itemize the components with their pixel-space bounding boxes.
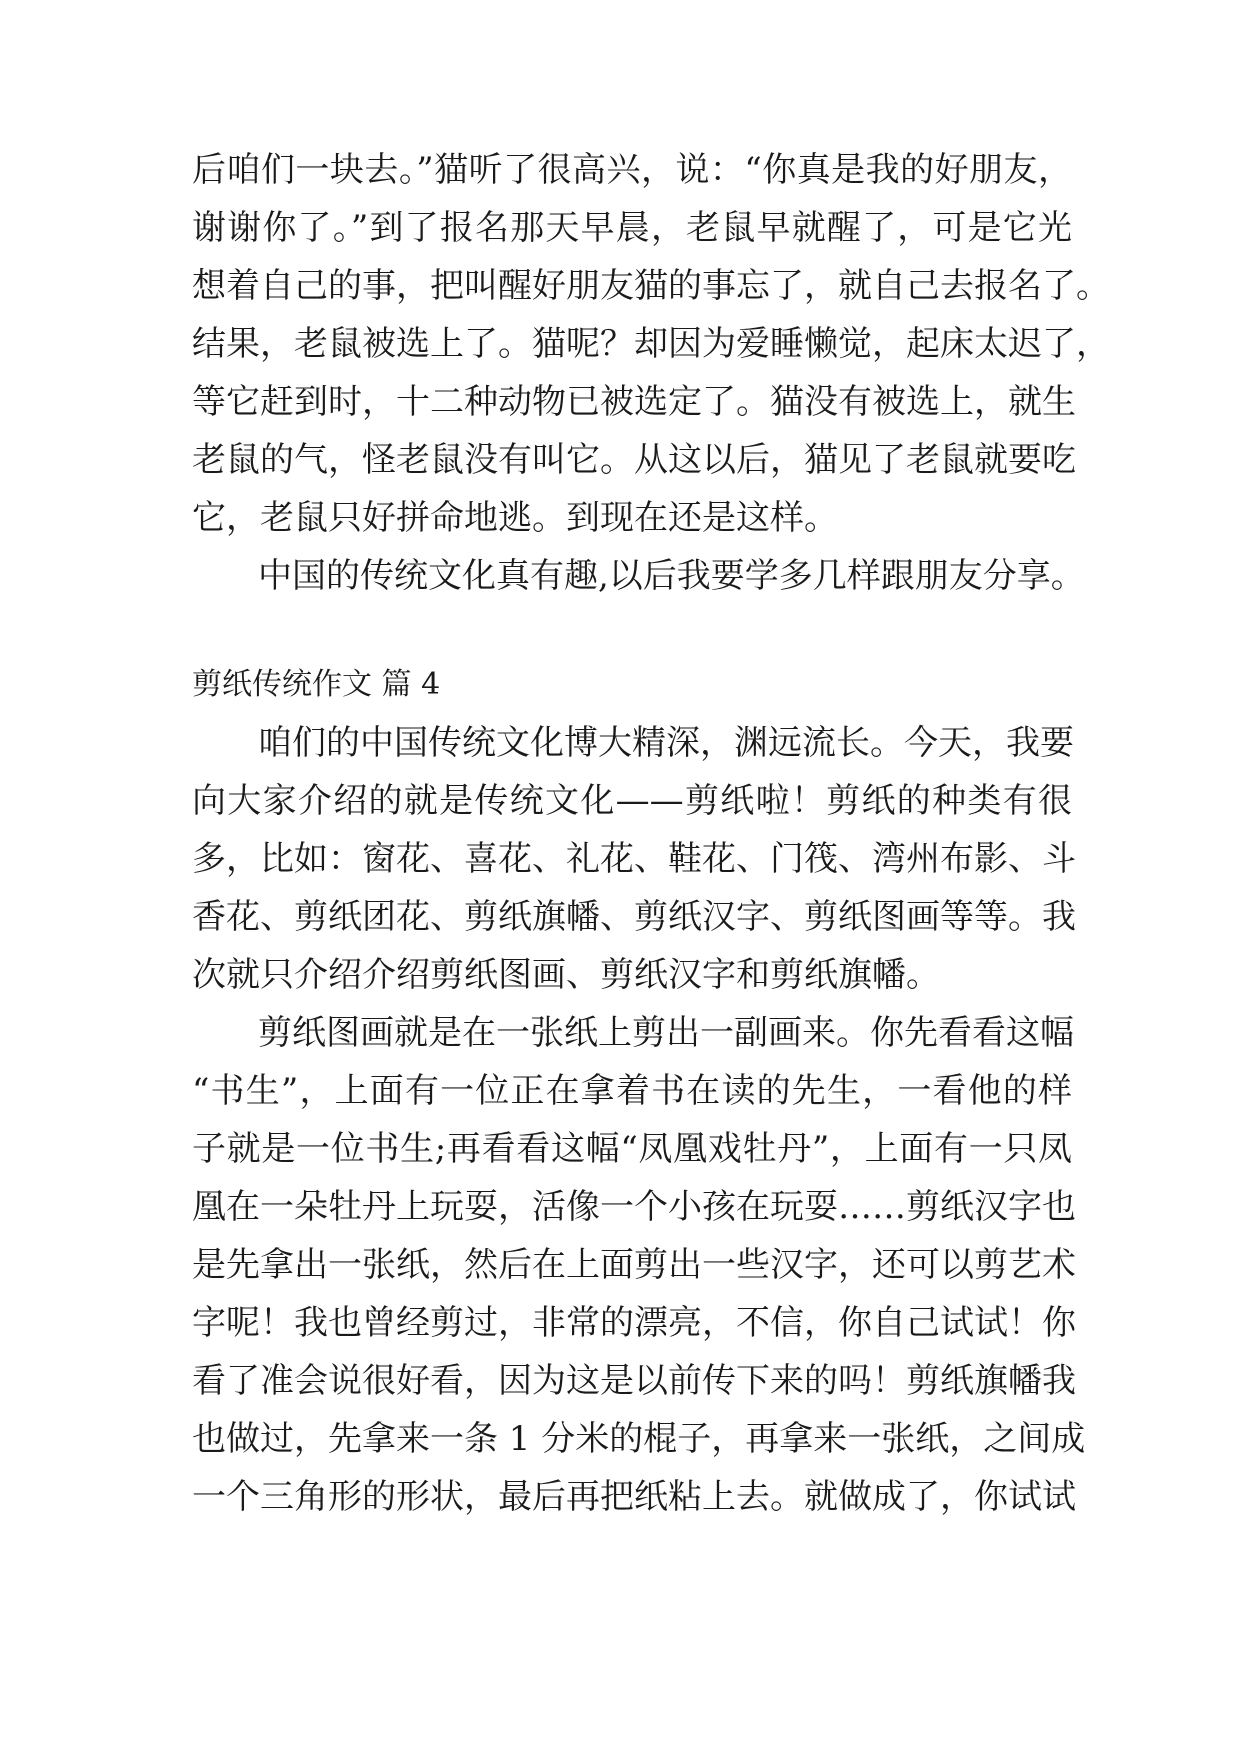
text-line: 字呢！我也曾经剪过，非常的漂亮，不信，你自己试试！你 <box>192 1303 1076 1343</box>
text-line: “书生”，上面有一位正在拿着书在读的先生，一看他的样 <box>192 1071 1072 1111</box>
text-line: 剪纸图画就是在一张纸上剪出一副画来。你先看看这幅 <box>258 1013 1074 1053</box>
text-line: 后咱们一块去。”猫听了很高兴，说：“你真是我的好朋友， <box>192 150 1072 190</box>
text-line: 香花、剪纸团花、剪纸旗幡、剪纸汉字、剪纸图画等等。我 <box>192 897 1076 937</box>
closing-sentence: 中国的传统文化真有趣,以后我要学多几样跟朋友分享。 <box>258 556 1085 596</box>
text-line: 向大家介绍的就是传统文化——剪纸啦！剪纸的种类有很 <box>192 781 1072 821</box>
text-line: 次就只介绍介绍剪纸图画、剪纸汉字和剪纸旗幡。 <box>192 955 940 995</box>
text-line: 结果，老鼠被选上了。猫呢？却因为爱睡懒觉，起床太迟了， <box>192 324 1110 364</box>
text-line: 多，比如：窗花、喜花、礼花、鞋花、门筏、湾州布影、斗 <box>192 839 1076 879</box>
text-line: 想着自己的事，把叫醒好朋友猫的事忘了，就自己去报名了。 <box>192 266 1110 306</box>
section-heading: 剪纸传统作文 篇 4 <box>192 667 441 702</box>
text-line: 等它赶到时，十二种动物已被选定了。猫没有被选上，就生 <box>192 382 1076 422</box>
text-line: 咱们的中国传统文化博大精深，渊远流长。今天，我要 <box>258 723 1074 763</box>
text-line: 凰在一朵牡丹上玩耍，活像一个小孩在玩耍……剪纸汉字也 <box>192 1187 1076 1227</box>
text-line: 老鼠的气，怪老鼠没有叫它。从这以后，猫见了老鼠就要吃 <box>192 440 1076 480</box>
text-line: 一个三角形的形状，最后再把纸粘上去。就做成了，你试试 <box>192 1477 1076 1517</box>
text-line: 是先拿出一张纸，然后在上面剪出一些汉字，还可以剪艺术 <box>192 1245 1076 1285</box>
text-line: 它，老鼠只好拼命地逃。到现在还是这样。 <box>192 498 838 538</box>
text-line: 子就是一位书生;再看看这幅“凤凰戏牡丹”，上面有一只凤 <box>192 1129 1072 1169</box>
text-line: 也做过，先拿来一条 1 分米的棍子，再拿来一张纸，之间成 <box>192 1419 1086 1459</box>
text-line: 看了准会说很好看，因为这是以前传下来的吗！剪纸旗幡我 <box>192 1361 1076 1401</box>
text-line: 谢谢你了。”到了报名那天早晨，老鼠早就醒了，可是它光 <box>192 208 1072 248</box>
